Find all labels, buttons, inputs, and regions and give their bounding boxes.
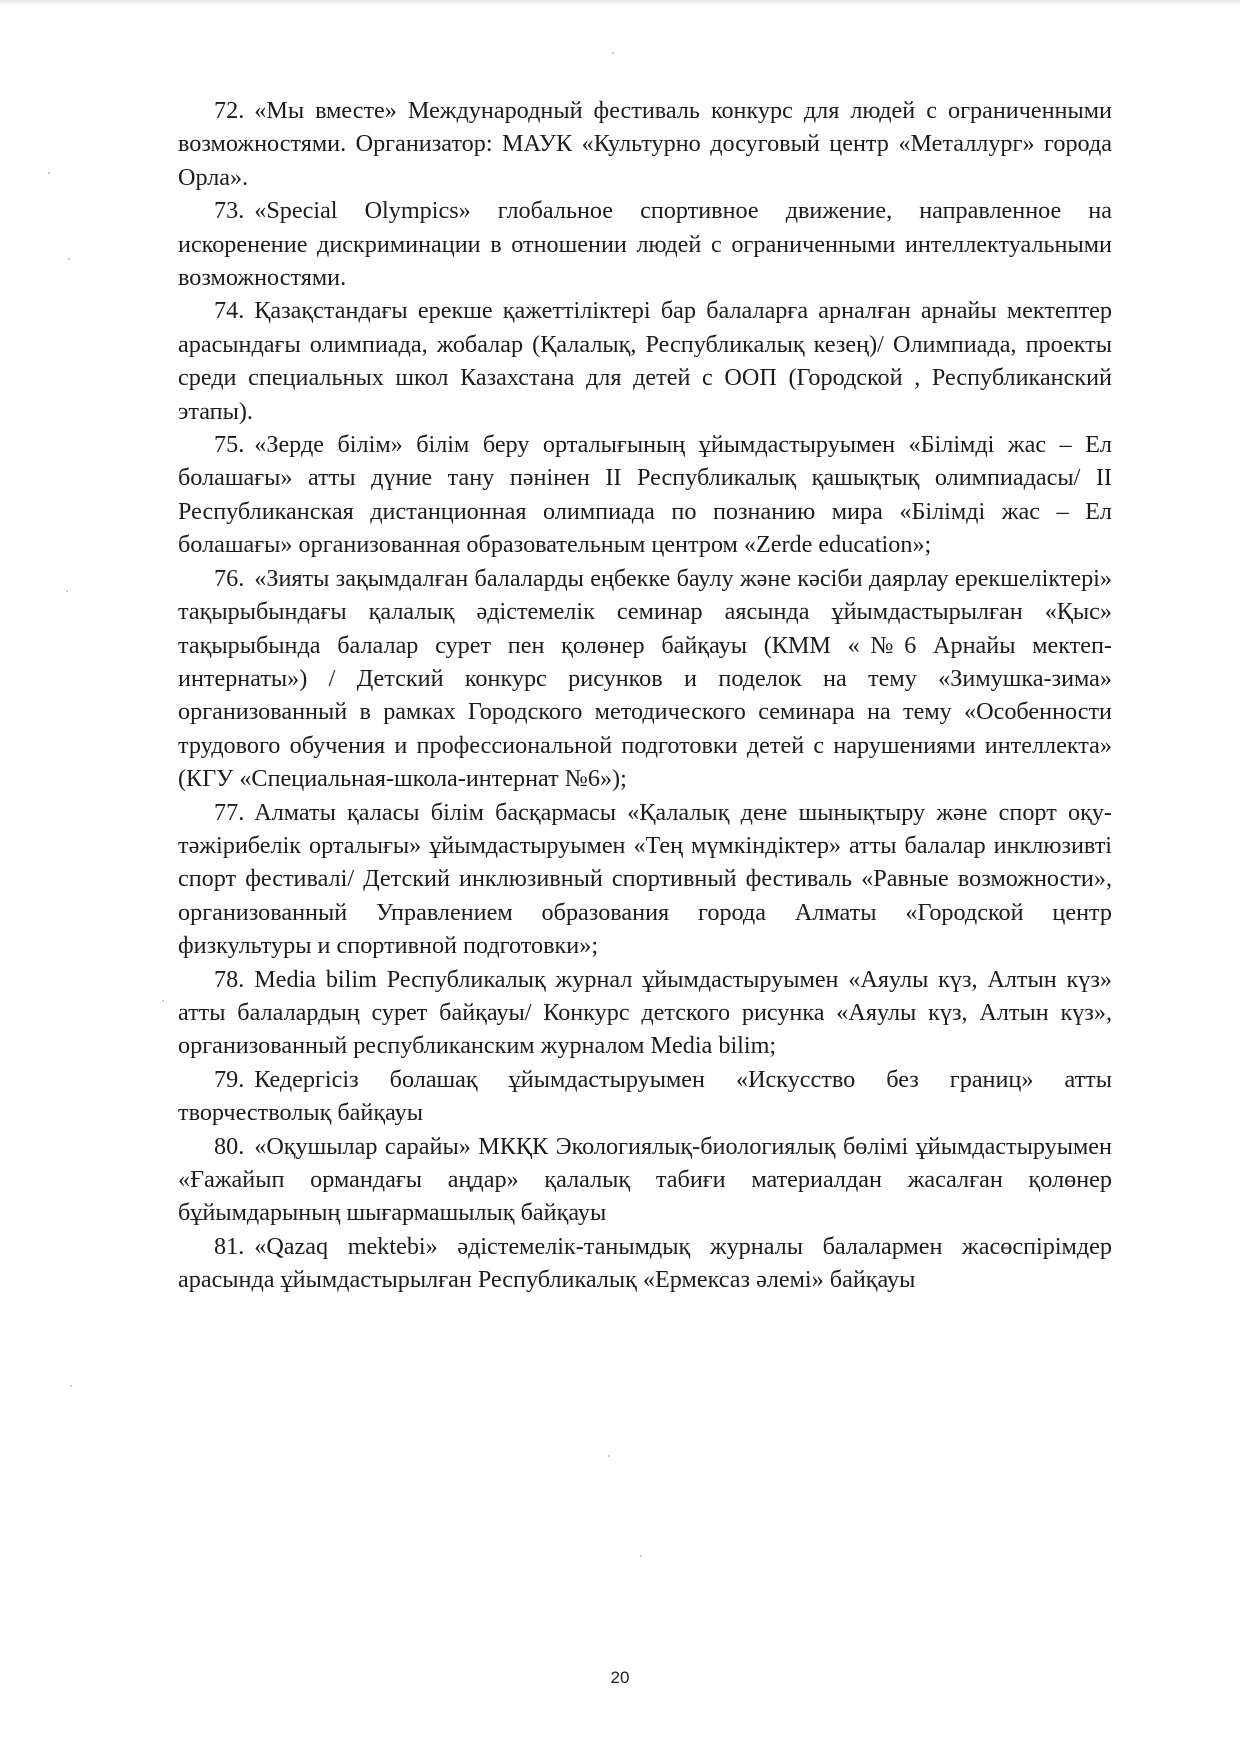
list-item-80 [178,1130,1112,1230]
item-number: 75. [214,431,245,459]
list-item-75 [178,428,1112,562]
item-text: «Мы вместе» Международный фестиваль конкурс для людей с ограниченными возможностями. Организатор: МАУК «Культурно досуговый центр «Металлург» города Орла». [178,97,1112,191]
list-item-73 [178,194,1112,294]
item-number: 72. [214,97,245,124]
scan-speck [612,52,614,54]
item-text: Алматы қаласы білім басқармасы «Қалалық дене шынықтыру және спорт оқу-тәжірибелік орталығы» ұйымдастыруымен «Тең мүмкіндіктер» атты балалар инклюзивті спорт фестивалі/ Детский инклюзивный спортивный фестиваль «Равные возможности», организованный Управлением образования города Алматы «Городской центр физкультуры и спортивной подготовки»; [178,798,1112,960]
item-number: 81. [214,1232,245,1260]
item-text: «Qazaq mektebi» әдістемелік-танымдық журналы балалармен жасөспірімдер арасында ұйымдастырылған Республикалық «Ермексаз әлемі» байқауы [178,1232,1112,1294]
item-number: 77. [214,798,245,826]
item-number: 76. [214,564,245,592]
scan-speck [70,1385,72,1387]
scan-speck [640,1555,642,1557]
list-item-77 [178,796,1112,963]
item-text: «Зерде білім» білім беру орталығының ұйымдастыруымен «Білімді жас – Ел болашағы» атты дүние тану пәнінен II Республикалық қашықтық олимпиадасы/ II Республиканская дистанционная олимпиада по познанию мира «Білімді жас – Ел болашағы» организованная образовательным центром «Zerde education»; [178,431,1112,559]
scan-speck [162,1000,164,1002]
list-item-74 [178,294,1112,428]
item-text: Media bilim Республикалық журнал ұйымдастыруымен «Аяулы күз, Алтын күз» атты балалардың сурет байқауы/ Конкурс детского рисунка «Аяулы күз, Алтын күз», организованный республиканским журналом Media bilim; [178,965,1112,1060]
list-item-76 [178,562,1112,796]
item-text: «Зияты зақымдалған балаларды еңбекке баулу және кәсіби даярлау ерекшеліктері» тақырыбындағы қалалық әдістемелік семинар аясында ұйымдастырылған «Қыс» тақырыбында балалар сурет пен қолөнер байқауы (КММ «№6 Арнайы мектеп-интернаты») / Детский конкурс рисунков и поделок на тему «Зимушка-зима» организованный в рамках Городского методического семинара на тему «Особенности трудового обучения и профессиональной подготовки детей с нарушениями интеллекта» (КГУ «Специальная-школа-интернат №6»); [178,564,1112,793]
item-number: 78. [214,965,245,993]
item-number: 73. [214,197,245,225]
list-item-72 [178,94,1112,194]
scan-speck [608,1455,610,1457]
list-item-81 [178,1230,1112,1297]
scan-speck [68,258,70,260]
page-number: 20 [610,1668,630,1687]
document-body [178,94,1112,1297]
list-item-78 [178,963,1112,1063]
item-text: «Оқушылар сарайы» МКҚК Экологиялық-биологиялық бөлімі ұйымдастыруымен «Ғажайып ормандағы аңдар» қалалық табиғи материалдан жасалған қолөнер бұйымдарының шығармашылық байқауы [178,1132,1112,1227]
item-text: Қазақстандағы ерекше қажеттіліктері бар балаларға арналған арнайы мектептер арасындағы олимпиада, жобалар (Қалалық, Республикалық кезең)/ Олимпиада, проекты среди специальных школ Казахстана для детей с ООП (Городской , Республиканский этапы). [178,297,1112,425]
scan-speck [66,590,68,592]
scan-speck [48,172,50,174]
item-text: Кедергісіз болашақ ұйымдастыруымен «Искусство без границ» атты творчестволық байқауы [178,1065,1112,1127]
item-number: 80. [214,1132,245,1160]
item-number: 74. [214,297,245,325]
list-item-79 [178,1063,1112,1130]
scan-edge [0,0,1240,6]
item-number: 79. [214,1065,245,1093]
item-text: «Special Olympics» глобальное спортивное движение, направленное на искоренение дискриминации в отношении людей с ограниченными интеллектуальными возможностями. [178,197,1112,292]
